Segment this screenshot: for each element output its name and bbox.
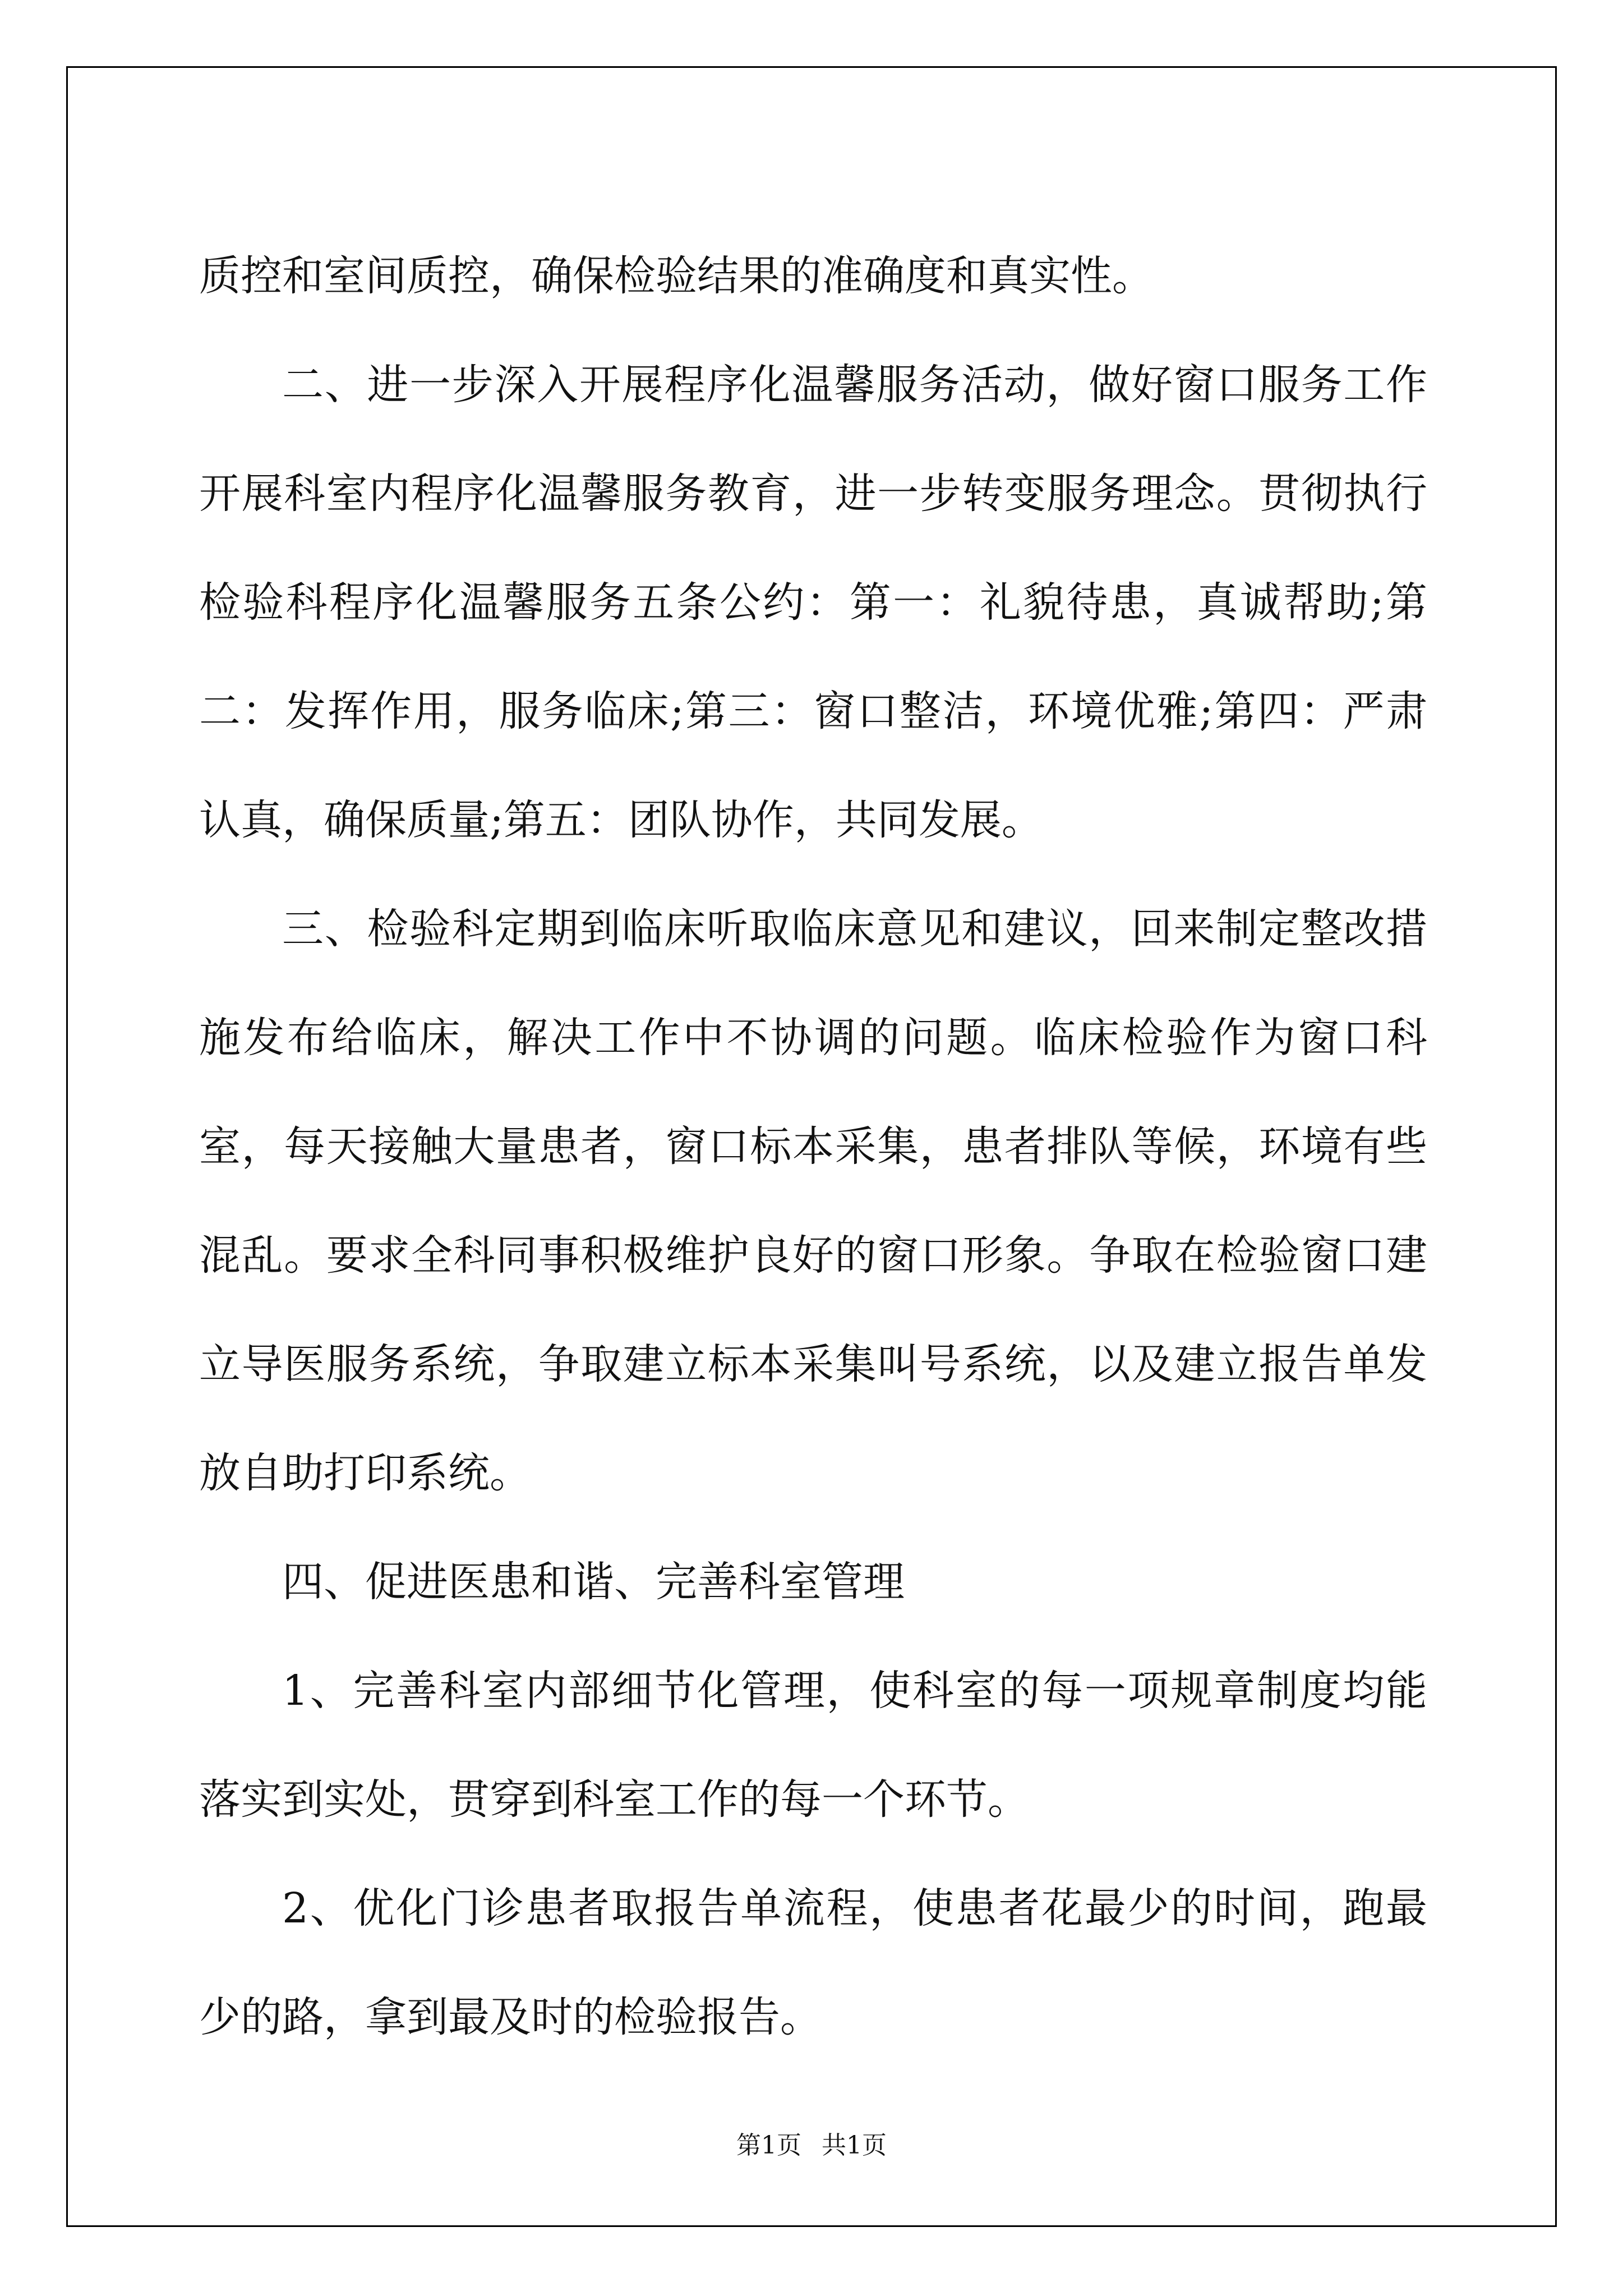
paragraph-1: 质控和室间质控，确保检验结果的准确度和真实性。 <box>199 252 1154 300</box>
page-footer <box>0 2129 1623 2162</box>
page-total: 共1页 <box>822 2131 887 2160</box>
paragraph-3: 三、检验科定期到临床听取临床意见和建议，回来制定整改措施发布给临床，解决工作中不协调的问题。临床检验作为窗口科室，每天接触大量患者，窗口标本采集，患者排队等候，环境有些混乱。要求全科同事积极维护良好的窗口形象。争取在检验窗口建立导医服务系统，争取建立标本采集叫号系统，以及建立报告单发放自助打印系统。 <box>199 905 1427 1497</box>
paragraph-4: 四、促进医患和谐、完善科室管理 <box>282 1558 905 1606</box>
page-number: 第1页 <box>736 2131 801 2160</box>
paragraph-5: 1、完善科室内部细节化管理，使科室的每一项规章制度均能落实到实处，贯穿到科室工作的每一个环节。 <box>199 1667 1427 1824</box>
paragraph-2: 二、进一步深入开展程序化温馨服务活动，做好窗口服务工作开展科室内程序化温馨服务教育，进一步转变服务理念。贯彻执行检验科程序化温馨服务五条公约：第一：礼貌待患，真诚帮助;第二：发挥作用，服务临床;第三：窗口整洁，环境优雅;第四：严肃认真，确保质量;第五：团队协作，共同发展。 <box>199 361 1427 844</box>
paragraph-6: 2、优化门诊患者取报告单流程，使患者花最少的时间，跑最少的路，拿到最及时的检验报告。 <box>199 1884 1427 2041</box>
document-body <box>199 222 1427 2072</box>
